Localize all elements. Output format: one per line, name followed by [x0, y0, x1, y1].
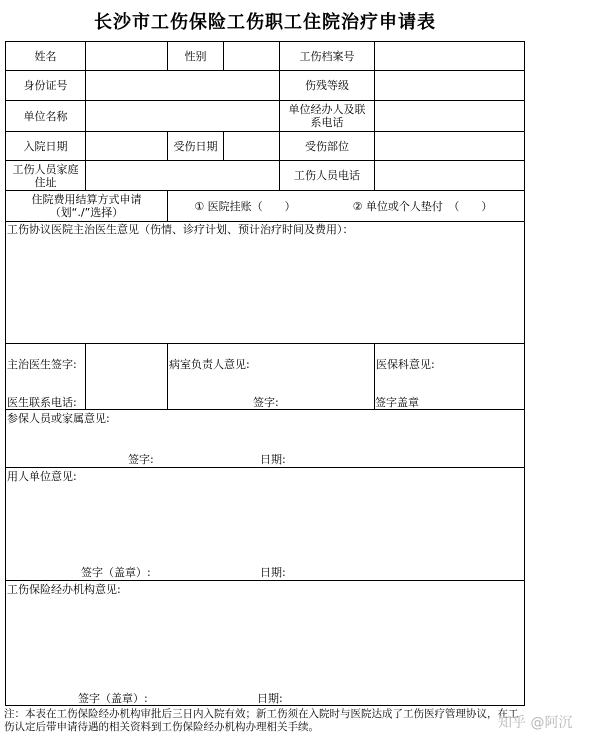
field-disability-level[interactable] [374, 70, 525, 101]
label-unit-name-text: 单位名称 [23, 109, 68, 123]
section-family-opinion[interactable] [5, 409, 525, 468]
label-phone [279, 160, 375, 191]
doctor-phone-label: 医生联系电话: [7, 396, 77, 409]
ward-head-label: 病室负责人意见: [169, 358, 250, 371]
family-sign-label: 签字: [128, 453, 154, 466]
label-settlement-text: 住院费用结算方式申请 （划“./”选择） [31, 193, 164, 219]
ward-head-cell[interactable] [167, 343, 375, 410]
label-injury-date [167, 131, 224, 161]
label-home-address [5, 160, 86, 191]
label-phone-text: 工伤人员电话 [294, 169, 360, 182]
field-name[interactable] [85, 41, 168, 71]
field-home-address[interactable] [85, 160, 280, 191]
label-injury-site-text: 受伤部位 [305, 139, 349, 153]
field-unit-name[interactable] [85, 100, 280, 132]
field-gender[interactable] [223, 41, 280, 71]
doctor-opinion-label: 工伤协议医院主治医生意见（伤情、诊疗计划、预计治疗时间及费用）： [7, 223, 354, 236]
label-file-no-text: 工伤档案号 [299, 49, 355, 63]
label-gender [167, 41, 224, 71]
employer-opinion-label: 用人单位意见: [7, 470, 77, 483]
agency-date-label: 日期: [257, 692, 283, 705]
employer-sign-label: 签字（盖章）: [81, 566, 151, 579]
option-hospital-account-text: ① 医院挂账（ ） [194, 199, 296, 213]
watermark: 知乎 @阿沉 [498, 715, 573, 731]
label-settlement [5, 190, 168, 222]
section-agency-opinion[interactable] [5, 580, 525, 706]
field-admission-date[interactable] [85, 131, 168, 161]
label-id-no [5, 70, 86, 101]
label-name [5, 41, 86, 71]
field-file-no[interactable] [374, 41, 525, 71]
field-unit-contact[interactable] [374, 100, 525, 132]
field-injury-site[interactable] [374, 131, 525, 161]
label-disability-level-text: 伤残等级 [305, 79, 349, 92]
label-admission-date-text: 入院日期 [23, 139, 68, 153]
family-date-label: 日期: [260, 453, 286, 466]
insurance-dept-label: 医保科意见: [376, 358, 435, 371]
option-self-pay-text: ② 单位或个人垫付 （ ） [352, 199, 493, 213]
label-admission-date [5, 131, 86, 161]
insurance-stamp-label: 签字盖章 [375, 396, 419, 409]
label-name-text: 姓名 [34, 49, 57, 63]
label-disability-level [279, 70, 375, 101]
family-opinion-label: 参保人员或家属意见: [7, 412, 110, 425]
section-employer-opinion[interactable] [5, 467, 525, 581]
option-hospital-account[interactable] [167, 190, 322, 222]
form-note: 注：本表在工伤保险经办机构审批后三日内入院有效；新工伤须在入院时与医院达成了工伤医疗管理协议，在工伤认定后带申请待遇的相关资料到工伤保险经办机构办理相关手续。 [4, 708, 519, 733]
employer-date-label: 日期: [260, 566, 286, 579]
field-id-no[interactable] [85, 70, 280, 101]
section-doctor-opinion[interactable] [5, 221, 525, 344]
label-file-no [279, 41, 375, 71]
insurance-dept-cell[interactable] [374, 343, 525, 410]
label-unit-name [5, 100, 86, 132]
field-injury-date[interactable] [223, 131, 280, 161]
agency-sign-label: 签字（盖章）: [78, 692, 148, 705]
ward-sign-label: 签字: [253, 396, 279, 409]
attending-sign-label: 主治医生签字: [7, 358, 77, 371]
label-home-address-text: 工伤人员家庭住址 [12, 162, 79, 189]
label-unit-contact-text: 单位经办人及联系电话 [288, 103, 366, 129]
label-id-no-text: 身份证号 [23, 79, 68, 92]
label-gender-text: 性别 [184, 49, 207, 63]
agency-opinion-label: 工伤保险经办机构意见: [7, 583, 121, 596]
label-injury-site [279, 131, 375, 161]
form-title: 长沙市工伤保险工伤职工住院治疗申请表 [94, 12, 436, 33]
field-phone[interactable] [374, 160, 525, 191]
option-self-pay[interactable] [321, 190, 525, 222]
attending-sign-cell[interactable] [5, 343, 86, 410]
label-injury-date-text: 受伤日期 [173, 139, 218, 153]
attending-sign-field[interactable] [85, 343, 168, 410]
label-unit-contact [279, 100, 375, 132]
